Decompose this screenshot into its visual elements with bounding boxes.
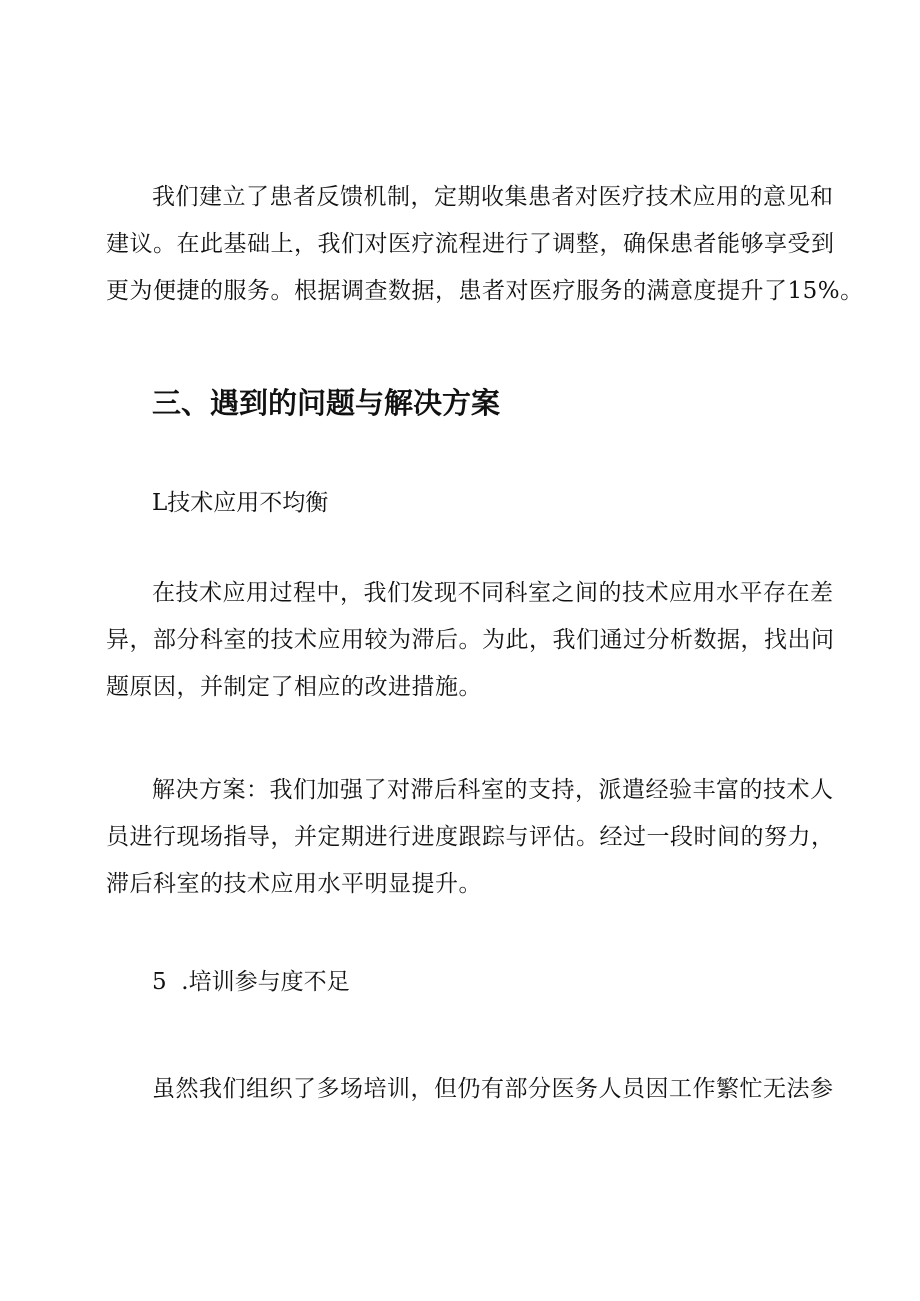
paragraph-patient-feedback [0, 174, 864, 315]
paragraph-line: 员进行现场指导，并定期进行进度跟踪与评估。经过一段时间的努力， [106, 824, 835, 850]
paragraph-line: 虽然我们组织了多场培训，但仍有部分医务人员因工作繁忙无法参 [152, 1076, 834, 1102]
paragraph-line: 异，部分科室的技术应用较为滞后。为此，我们通过分析数据，找出问 [106, 627, 835, 653]
paragraph-line: 我们建立了患者反馈机制，定期收集患者对医疗技术应用的意见和 [152, 184, 834, 210]
paragraph-line: 解决方案：我们加强了对滞后科室的支持，派遣经验丰富的技术人 [152, 777, 834, 803]
paragraph-line: 滞后科室的技术应用水平明显提升。 [106, 871, 482, 897]
subheading-training-participation: 5 .培训参与度不足 [152, 969, 350, 995]
subheading-tech-imbalance: L技术应用不均衡 [152, 490, 329, 516]
section-heading: 三、遇到的问题与解决方案 [152, 386, 501, 420]
paragraph-line: 更为便捷的服务。根据调查数据，患者对医疗服务的满意度提升了15%。 [106, 278, 864, 304]
paragraph-solution [0, 767, 835, 908]
paragraph-line: 建议。在此基础上，我们对医疗流程进行了调整，确保患者能够享受到 [106, 231, 835, 257]
paragraph-line: 题原因，并制定了相应的改进措施。 [106, 674, 482, 700]
paragraph-imbalance [0, 570, 835, 711]
paragraph-training [0, 1066, 834, 1113]
paragraph-line: 在技术应用过程中，我们发现不同科室之间的技术应用水平存在差 [152, 580, 834, 606]
